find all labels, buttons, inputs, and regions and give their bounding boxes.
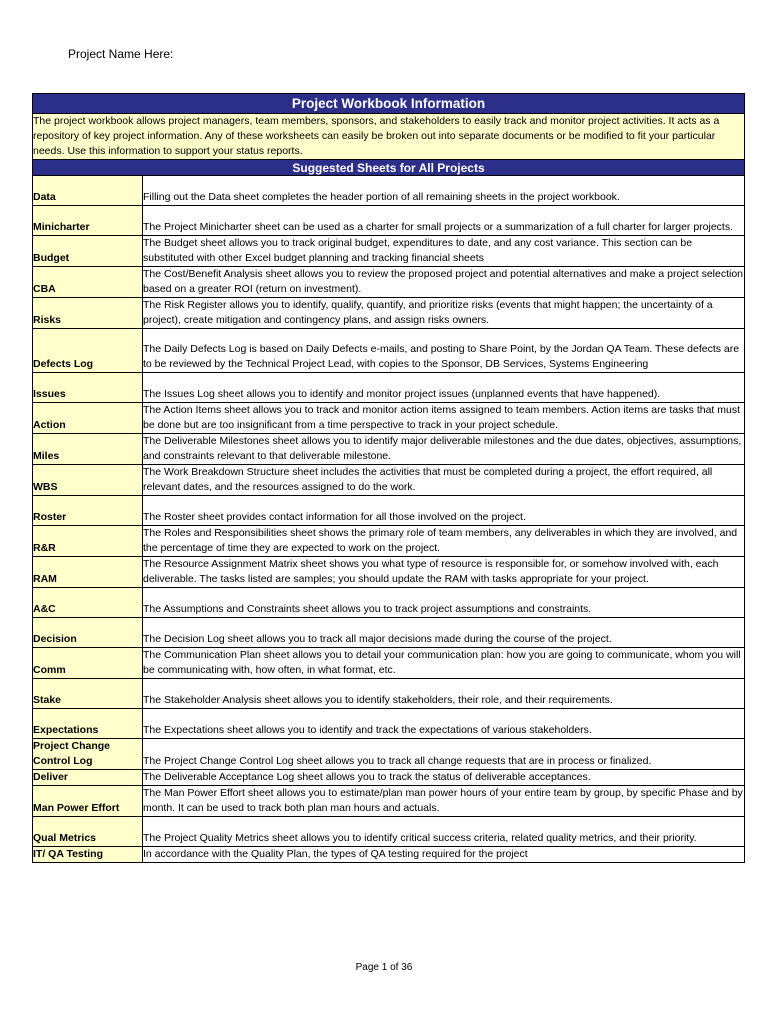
sheet-name: Defects Log [33, 329, 143, 373]
sheet-name: Expectations [33, 709, 143, 739]
sheet-description: The Project Quality Metrics sheet allows you to identify critical success criteria, related quality metrics, and their priority. [143, 817, 745, 847]
sheet-description: The Project Minicharter sheet can be used as a charter for small projects or a summarization of a full charter for larger projects. [143, 206, 745, 236]
sheet-description: The Work Breakdown Structure sheet includes the activities that must be completed during a project, the effort required, all relevant dates, and the resources assigned to do the work. [143, 465, 745, 496]
page-number: Page 1 of 36 [355, 962, 413, 973]
section-title: Suggested Sheets for All Projects [33, 160, 745, 176]
sheet-name: Miles [33, 434, 143, 465]
sheet-description: The Roster sheet provides contact information for all those involved on the project. [143, 496, 745, 526]
table-row [33, 267, 745, 298]
table-row [33, 786, 745, 817]
table-row [33, 557, 745, 588]
table-row [33, 709, 745, 739]
sheet-name: Risks [33, 298, 143, 329]
table-row [33, 206, 745, 236]
sheet-description: The Communication Plan sheet allows you to detail your communication plan: how you are going to communicate, whom you will be communicating with, how often, in what format, etc. [143, 648, 745, 679]
sheet-description: The Roles and Responsibilities sheet shows the primary role of team members, any deliverables in which they are involved, and the percentage of time they are expected to work on the project. [143, 526, 745, 557]
sheet-description: The Man Power Effort sheet allows you to estimate/plan man power hours of your entire team by group, by specific Phase and by month. It can be used to track both plan man hours and actuals. [143, 786, 745, 817]
sheet-name: A&C [33, 588, 143, 618]
workbook-title: Project Workbook Information [33, 94, 745, 114]
table-row [33, 817, 745, 847]
sheet-name: Project Change Control Log [33, 739, 143, 770]
sheet-description: The Budget sheet allows you to track original budget, expenditures to date, and any cost variance. This section can be substituted with other Excel budget planning and tracking financial sheets [143, 236, 745, 267]
table-row [33, 496, 745, 526]
table-row [33, 298, 745, 329]
sheet-name: WBS [33, 465, 143, 496]
sheet-description: The Project Change Control Log sheet allows you to track all change requests that are in process or finalized. [143, 739, 745, 770]
sheet-description: The Assumptions and Constraints sheet allows you to track project assumptions and constraints. [143, 588, 745, 618]
sheet-name: IT/ QA Testing [33, 847, 143, 863]
table-row [33, 679, 745, 709]
sheet-description: The Expectations sheet allows you to identify and track the expectations of various stakeholders. [143, 709, 745, 739]
table-row [33, 373, 745, 403]
sheet-name: Decision [33, 618, 143, 648]
table-row [33, 847, 745, 863]
sheet-description: The Action Items sheet allows you to track and monitor action items assigned to team members. Action items are tasks that must be done but are too insignificant from a time perspective to track in your project schedule. [143, 403, 745, 434]
sheet-name: Comm [33, 648, 143, 679]
workbook-intro: The project workbook allows project managers, team members, sponsors, and stakeholders to easily track and monitor project activities. It acts as a repository of key project information. Any of these worksheets can easily be broken out into separate documents or be modified to fit your particular needs. Use this information to support your status reports. [33, 114, 745, 160]
table-row [33, 770, 745, 786]
table-row [33, 465, 745, 496]
sheet-description: The Daily Defects Log is based on Daily Defects e-mails, and posting to Share Point, by the Jordan QA Team. These defects are to be reviewed by the Technical Project Lead, with copies to the Sponsor, DB Services, Systems Engineering [143, 329, 745, 373]
sheet-name: Minicharter [33, 206, 143, 236]
table-row [33, 236, 745, 267]
sheet-name: Roster [33, 496, 143, 526]
sheet-name: CBA [33, 267, 143, 298]
table-row [33, 434, 745, 465]
sheet-name: Man Power Effort [33, 786, 143, 817]
sheet-name: Stake [33, 679, 143, 709]
sheet-description: In accordance with the Quality Plan, the types of QA testing required for the project [143, 847, 745, 863]
table-row [33, 329, 745, 373]
sheet-description: The Deliverable Acceptance Log sheet allows you to track the status of deliverable acceptances. [143, 770, 745, 786]
table-row [33, 588, 745, 618]
table-row [33, 739, 745, 770]
workbook-info-table [32, 93, 745, 863]
sheet-name: Deliver [33, 770, 143, 786]
sheet-description: The Deliverable Milestones sheet allows you to identify major deliverable milestones and the due dates, objectives, assumptions, and constraints relevant to that deliverable milestone. [143, 434, 745, 465]
table-row [33, 648, 745, 679]
sheet-description: The Resource Assignment Matrix sheet shows you what type of resource is responsible for, or somehow involved with, each deliverable. The tasks listed are samples; you should update the RAM with tasks appropriate for your project. [143, 557, 745, 588]
sheet-description: The Cost/Benefit Analysis sheet allows you to review the proposed project and potential alternatives and make a project selection based on a greater ROI (return on investment). [143, 267, 745, 298]
sheet-name: Data [33, 176, 143, 206]
sheet-name: R&R [33, 526, 143, 557]
sheet-description: The Decision Log sheet allows you to track all major decisions made during the course of the project. [143, 618, 745, 648]
sheet-name: Qual Metrics [33, 817, 143, 847]
table-row [33, 403, 745, 434]
sheet-description: The Risk Register allows you to identify, qualify, quantify, and prioritize risks (events that might happen; the uncertainty of a project), create mitigation and contingency plans, and assign risks owners. [143, 298, 745, 329]
table-row [33, 176, 745, 206]
sheet-description: The Issues Log sheet allows you to identify and monitor project issues (unplanned events that have happened). [143, 373, 745, 403]
sheet-description: The Stakeholder Analysis sheet allows you to identify stakeholders, their role, and their requirements. [143, 679, 745, 709]
sheet-name: Issues [33, 373, 143, 403]
table-row [33, 526, 745, 557]
sheet-name: Action [33, 403, 143, 434]
sheet-description: Filling out the Data sheet completes the header portion of all remaining sheets in the project workbook. [143, 176, 745, 206]
project-name-label: Project Name Here: [68, 47, 174, 61]
table-row [33, 618, 745, 648]
sheet-name: Budget [33, 236, 143, 267]
sheet-name: RAM [33, 557, 143, 588]
